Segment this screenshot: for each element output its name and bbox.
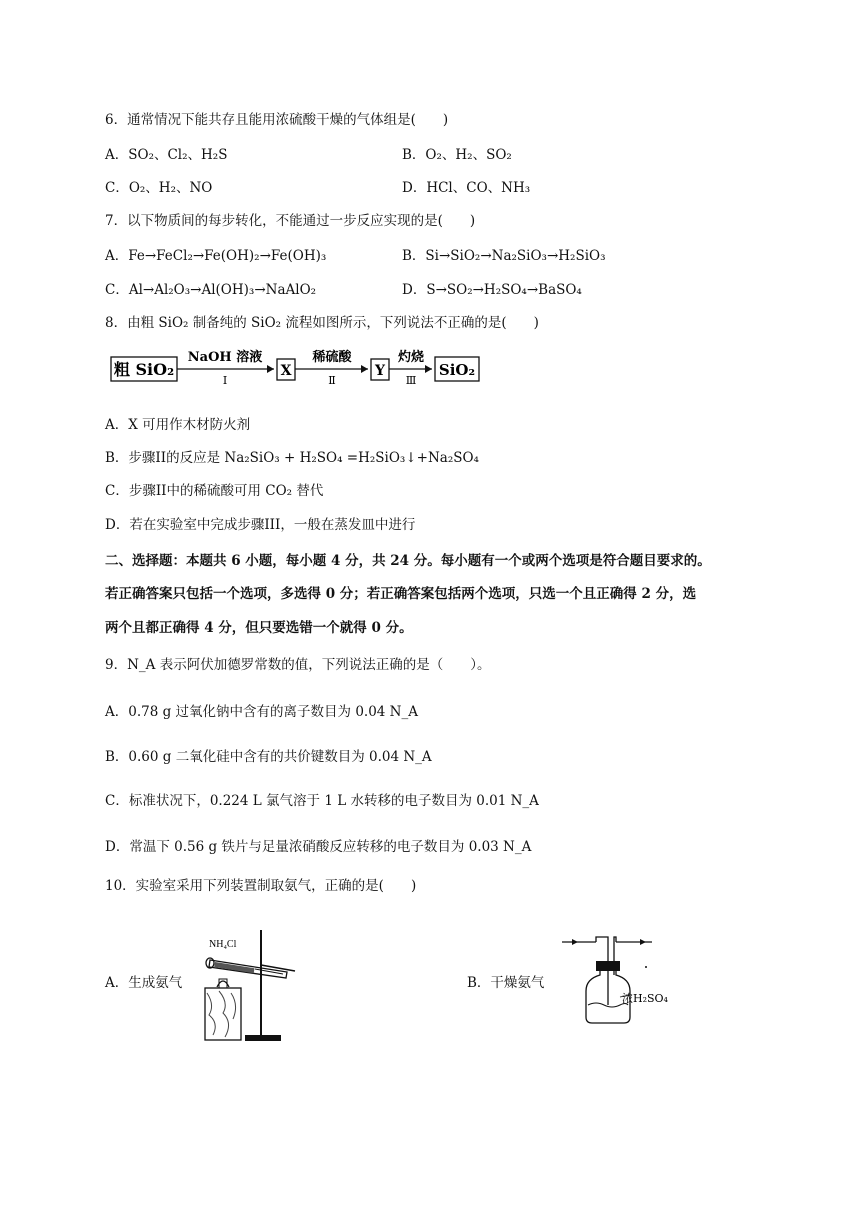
flow-step1-reagent: NaOH 溶液: [187, 350, 263, 365]
flow-start: 粗 SiO₂: [113, 360, 175, 379]
flow-x: X: [280, 363, 292, 379]
flow-step3-label: Ⅲ: [405, 374, 417, 385]
q7-option-a: A．Fe→FeCl₂→Fe(OH)₂→Fe(OH)₃: [105, 248, 327, 264]
q7-stem: 7．以下物质间的每步转化，不能通过一步反应实现的是( ): [105, 213, 476, 229]
q9-option-a: A．0.78 g 过氧化钠中含有的离子数目为 0.04 N_A: [105, 704, 418, 720]
q9-option-c: C．标准状况下，0.224 L 氯气溶于 1 L 水转移的电子数目为 0.01 N_A: [105, 793, 539, 809]
q9-option-d: D．常温下 0.56 g 铁片与足量浓硝酸反应转移的电子数目为 0.03 N_A: [105, 839, 532, 855]
flow-step2-reagent: 稀硫酸: [312, 350, 352, 365]
q6-option-b: B．O₂、H₂、SO₂: [402, 147, 512, 163]
q9-stem: 9．N_A 表示阿伏加德罗常数的值，下列说法正确的是（ ）。: [105, 657, 491, 673]
q7-option-c: C．Al→Al₂O₃→Al(OH)₃→NaAlO₂: [105, 282, 317, 298]
q10-figure-b-drying-bottle: [560, 935, 685, 1034]
conc-h2so4-label: 浓H₂SO₄: [622, 992, 668, 1005]
nh4cl-label: NH₄Cl: [209, 939, 237, 950]
section2-line2: 若正确答案只包括一个选项，多选得 0 分；若正确答案包括两个选项，只选一个且正确得 2 分，选: [105, 586, 697, 602]
q7-option-d: D．S→SO₂→H₂SO₄→BaSO₄: [402, 282, 582, 298]
q10-figure-a-heating-apparatus: [195, 925, 305, 1051]
section2-line3: 两个且都正确得 4 分，但只要选错一个就得 0 分。: [105, 620, 413, 636]
q6-option-a: A．SO₂、Cl₂、H₂S: [105, 147, 228, 163]
flow-step2-label: Ⅱ: [328, 374, 336, 385]
q8-flowchart: [110, 345, 490, 385]
q10-option-b: B．干燥氨气: [467, 975, 545, 991]
q7-option-b: B．Si→SiO₂→Na₂SiO₃→H₂SiO₃: [402, 248, 606, 264]
flow-step3-reagent: 灼烧: [397, 350, 425, 365]
section2-line1: 二、选择题：本题共 6 小题，每小题 4 分，共 24 分。每小题有一个或两个选项是符合题目要求的。: [105, 553, 711, 569]
q10-stem: 10．实验室采用下列装置制取氨气，正确的是( ): [105, 878, 417, 894]
q6-option-d: D．HCl、CO、NH₃: [402, 180, 531, 196]
q8-option-d: D．若在实验室中完成步骤III，一般在蒸发皿中进行: [105, 517, 416, 533]
flow-end: SiO₂: [438, 361, 476, 379]
q8-stem: 8．由粗 SiO₂ 制备纯的 SiO₂ 流程如图所示，下列说法不正确的是( ): [105, 315, 539, 331]
q8-option-a: A．X 可用作木材防火剂: [105, 417, 251, 433]
q6-stem: 6．通常情况下能共存且能用浓硫酸干燥的气体组是( ): [105, 112, 449, 128]
flow-y: Y: [375, 363, 385, 379]
flow-step1-label: Ⅰ: [222, 374, 228, 385]
q8-option-b: B．步骤II的反应是 Na₂SiO₃ + H₂SO₄ =H₂SiO₃↓+Na₂SO₄: [105, 450, 479, 466]
q9-option-b: B．0.60 g 二氧化硅中含有的共价键数目为 0.04 N_A: [105, 749, 432, 765]
q10-option-a: A．生成氨气: [105, 975, 183, 991]
q8-option-c: C．步骤II中的稀硫酸可用 CO₂ 替代: [105, 483, 324, 499]
q6-option-c: C．O₂、H₂、NO: [105, 180, 213, 196]
